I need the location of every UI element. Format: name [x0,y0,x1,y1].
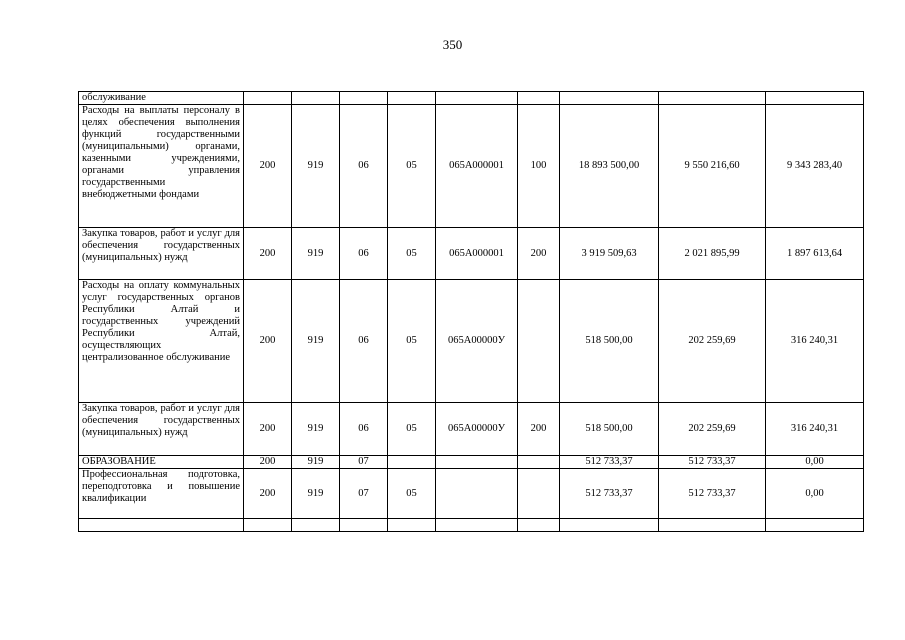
cell-code-1: 200 [244,105,292,228]
cell-amount-executed: 512 733,37 [659,456,766,469]
row-name: Расходы на выплаты персоналу в целях обеспечения выполнения функций государственными (муниципальными) органами, казенными учреждениями, органами управления государственными внебюджетными фондами [79,105,244,228]
cell-code-1: 200 [244,228,292,280]
row-name: Закупка товаров, работ и услуг для обеспечения государственных (муниципальных) нужд [79,403,244,456]
cell-amount-planned: 518 500,00 [560,280,659,403]
table-row [79,456,864,469]
cell-amount-planned: 512 733,37 [560,456,659,469]
cell-target-article: 065А00000У [436,403,518,456]
cell-amount-remaining [766,519,864,532]
cell-expense-type [518,280,560,403]
cell-target-article [436,469,518,519]
cell-section [340,92,388,105]
cell-subsection: 05 [388,403,436,456]
cell-amount-executed [659,92,766,105]
page-number: 350 [442,37,463,52]
cell-expense-type: 100 [518,105,560,228]
cell-amount-planned [560,92,659,105]
cell-amount-planned: 518 500,00 [560,403,659,456]
row-name: ОБРАЗОВАНИЕ [79,456,244,469]
cell-amount-planned: 512 733,37 [560,469,659,519]
cell-section: 06 [340,105,388,228]
cell-code-1: 200 [244,456,292,469]
cell-section [340,519,388,532]
cell-section: 07 [340,456,388,469]
cell-amount-executed [659,519,766,532]
cell-amount-executed: 512 733,37 [659,469,766,519]
cell-target-article: 065А00000У [436,280,518,403]
cell-code-1: 200 [244,280,292,403]
cell-expense-type: 200 [518,403,560,456]
cell-expense-type [518,469,560,519]
cell-amount-planned: 3 919 509,63 [560,228,659,280]
cell-code-1 [244,519,292,532]
table-row [79,403,864,456]
cell-subsection: 05 [388,228,436,280]
cell-amount-remaining: 0,00 [766,456,864,469]
cell-subsection: 05 [388,469,436,519]
cell-subsection: 05 [388,280,436,403]
cell-amount-executed: 202 259,69 [659,403,766,456]
cell-code-1: 200 [244,469,292,519]
cell-amount-remaining: 1 897 613,64 [766,228,864,280]
cell-section: 06 [340,403,388,456]
cell-expense-type [518,92,560,105]
cell-target-article [436,456,518,469]
cell-amount-remaining: 0,00 [766,469,864,519]
cell-amount-remaining [766,92,864,105]
cell-code-2: 919 [292,105,340,228]
table-row [79,105,864,228]
table-row [79,228,864,280]
cell-amount-planned: 18 893 500,00 [560,105,659,228]
cell-expense-type: 200 [518,228,560,280]
row-name: Закупка товаров, работ и услуг для обеспечения государственных (муниципальных) нужд [79,228,244,280]
row-name: Расходы на оплату коммунальных услуг государственных органов Республики Алтай и государственных учреждений Республики Алтай, осуществляющих централизованное обслуживание [79,280,244,403]
cell-subsection [388,519,436,532]
table-row [79,280,864,403]
cell-amount-remaining: 9 343 283,40 [766,105,864,228]
table-row [79,519,864,532]
table-row [79,92,864,105]
cell-subsection [388,456,436,469]
cell-expense-type [518,519,560,532]
cell-amount-remaining: 316 240,31 [766,403,864,456]
cell-expense-type [518,456,560,469]
table-row [79,469,864,519]
row-name [79,519,244,532]
cell-section: 07 [340,469,388,519]
cell-subsection [388,92,436,105]
budget-table [78,91,864,532]
cell-target-article: 065А000001 [436,228,518,280]
row-name: обслуживание [79,92,244,105]
cell-code-2: 919 [292,456,340,469]
cell-section: 06 [340,280,388,403]
cell-target-article [436,519,518,532]
cell-amount-executed: 9 550 216,60 [659,105,766,228]
cell-code-2: 919 [292,228,340,280]
cell-amount-remaining: 316 240,31 [766,280,864,403]
cell-code-2 [292,92,340,105]
cell-amount-executed: 2 021 895,99 [659,228,766,280]
cell-amount-executed: 202 259,69 [659,280,766,403]
cell-amount-planned [560,519,659,532]
cell-target-article [436,92,518,105]
cell-code-2: 919 [292,403,340,456]
cell-section: 06 [340,228,388,280]
row-name: Профессиональная подготовка, переподготовка и повышение квалификации [79,469,244,519]
cell-target-article: 065А000001 [436,105,518,228]
cell-code-1: 200 [244,403,292,456]
cell-code-2: 919 [292,469,340,519]
cell-code-1 [244,92,292,105]
cell-code-2: 919 [292,280,340,403]
cell-code-2 [292,519,340,532]
cell-subsection: 05 [388,105,436,228]
